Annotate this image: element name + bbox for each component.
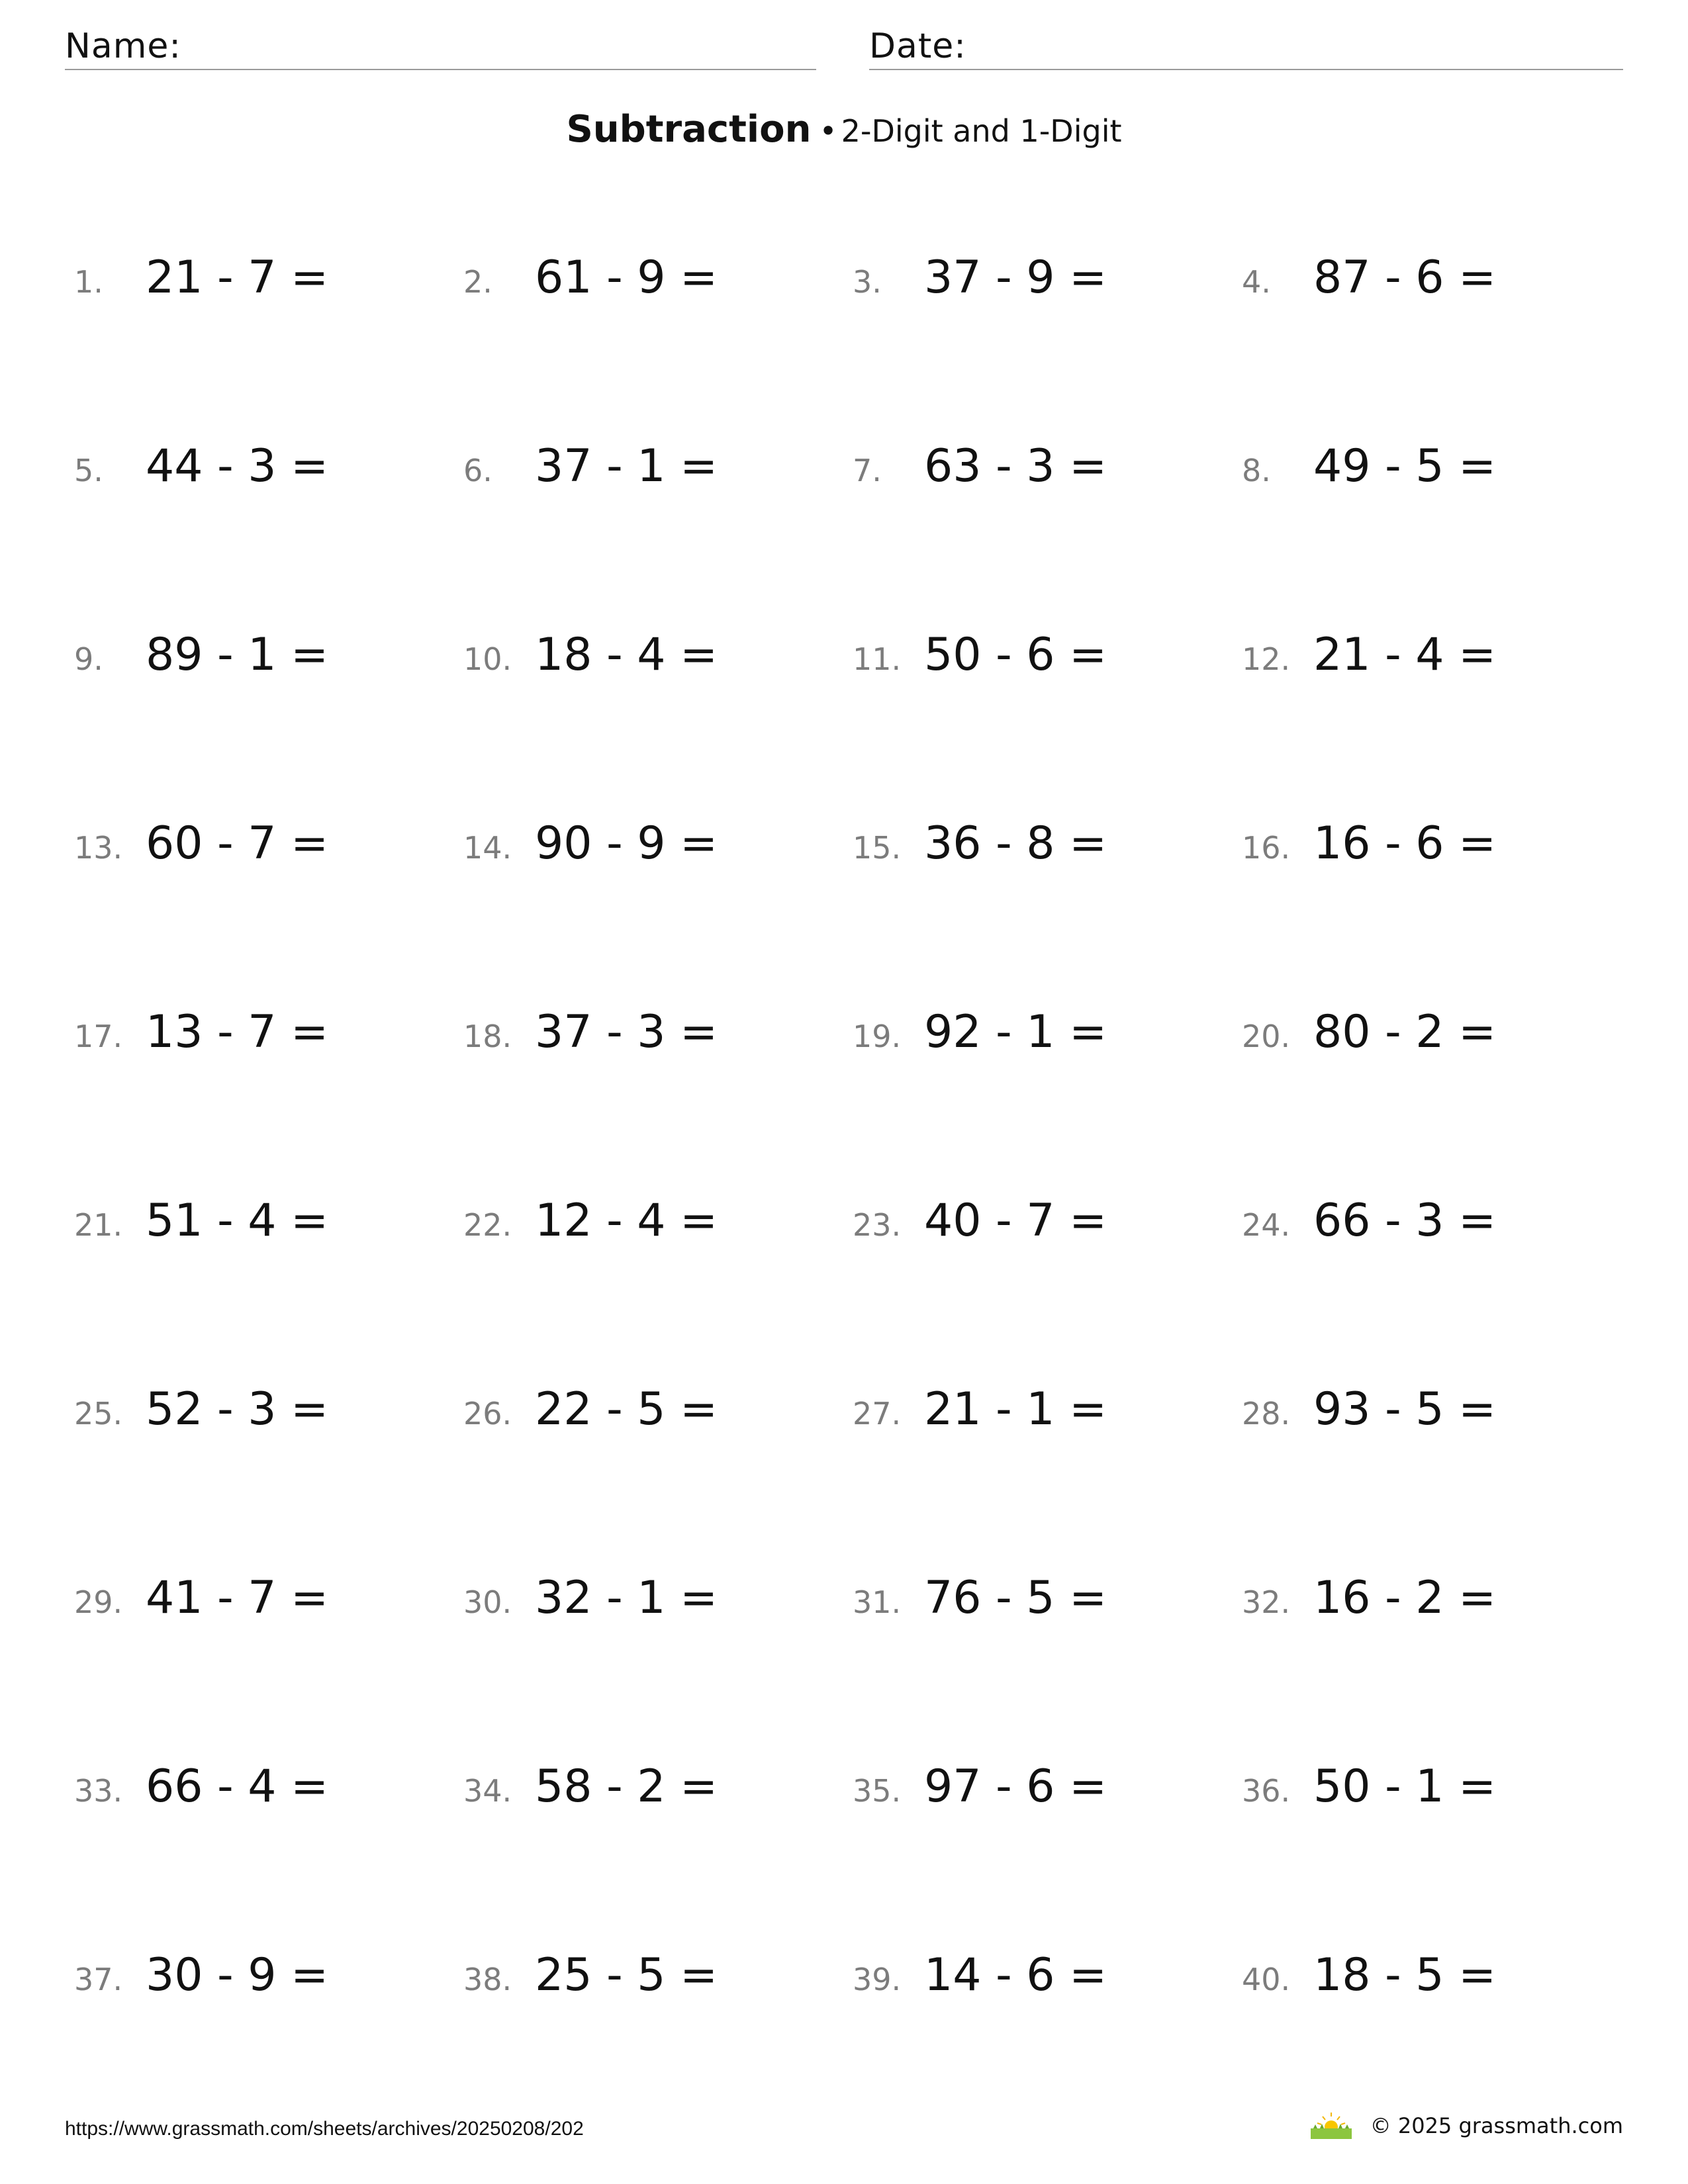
problem-number: 8. [1242, 453, 1271, 488]
problem-expression: 32 - 1 = [535, 1572, 718, 1624]
problem-expression: 21 - 7 = [146, 251, 329, 304]
problem-expression: 89 - 1 = [146, 629, 329, 681]
problem-number: 3. [853, 264, 882, 300]
problem-number: 28. [1242, 1396, 1291, 1432]
title-subtitle: 2-Digit and 1-Digit [841, 113, 1122, 149]
problem-item [463, 1949, 853, 2138]
problem-item [1242, 817, 1631, 1006]
problem-number: 33. [74, 1773, 123, 1809]
problem-item [74, 1760, 463, 1949]
problem-number: 22. [463, 1207, 512, 1243]
problem-expression: 80 - 2 = [1313, 1006, 1497, 1058]
problem-item [74, 1949, 463, 2138]
problem-item [74, 1572, 463, 1760]
problem-expression: 51 - 4 = [146, 1195, 329, 1247]
problem-expression: 90 - 9 = [535, 817, 718, 870]
problem-number: 23. [853, 1207, 902, 1243]
problem-number: 26. [463, 1396, 512, 1432]
problem-item [463, 1195, 853, 1383]
problem-number: 2. [463, 264, 492, 300]
problem-item [1242, 1006, 1631, 1195]
problem-item [1242, 1572, 1631, 1760]
problem-item [1242, 1760, 1631, 1949]
problem-expression: 12 - 4 = [535, 1195, 718, 1247]
problem-expression: 25 - 5 = [535, 1949, 718, 2001]
problem-expression: 16 - 6 = [1313, 817, 1497, 870]
problem-number: 4. [1242, 264, 1271, 300]
problem-expression: 93 - 5 = [1313, 1383, 1497, 1435]
problem-item [1242, 629, 1631, 817]
problem-number: 37. [74, 1962, 123, 1997]
problem-number: 24. [1242, 1207, 1291, 1243]
problem-expression: 97 - 6 = [924, 1760, 1107, 1813]
problem-item [853, 1195, 1242, 1383]
problem-grid [74, 251, 1623, 2144]
problem-item [853, 1383, 1242, 1572]
problem-item [74, 440, 463, 629]
problem-expression: 21 - 4 = [1313, 629, 1497, 681]
problem-item [853, 251, 1242, 440]
problem-number: 27. [853, 1396, 902, 1432]
problem-number: 6. [463, 453, 492, 488]
problem-expression: 22 - 5 = [535, 1383, 718, 1435]
date-label: Date: [869, 26, 966, 66]
problem-number: 17. [74, 1019, 123, 1054]
problem-item [463, 251, 853, 440]
problem-expression: 50 - 1 = [1313, 1760, 1497, 1813]
problem-number: 25. [74, 1396, 123, 1432]
problem-item [1242, 1383, 1631, 1572]
worksheet-header [65, 24, 1623, 70]
problem-number: 15. [853, 830, 902, 866]
problem-number: 9. [74, 641, 103, 677]
problem-number: 12. [1242, 641, 1291, 677]
problem-item [463, 1572, 853, 1760]
problem-expression: 60 - 7 = [146, 817, 329, 870]
problem-number: 35. [853, 1773, 902, 1809]
problem-expression: 18 - 5 = [1313, 1949, 1497, 2001]
problem-item [1242, 1949, 1631, 2138]
problem-number: 36. [1242, 1773, 1291, 1809]
problem-expression: 18 - 4 = [535, 629, 718, 681]
problem-expression: 37 - 3 = [535, 1006, 718, 1058]
problem-item [1242, 440, 1631, 629]
problem-expression: 44 - 3 = [146, 440, 329, 492]
problem-number: 34. [463, 1773, 512, 1809]
footer-brand [1309, 2111, 1623, 2140]
problem-number: 16. [1242, 830, 1291, 866]
problem-item [1242, 251, 1631, 440]
problem-item [463, 1760, 853, 1949]
problem-item [74, 817, 463, 1006]
title-bullet: • [819, 113, 837, 149]
copyright-text: © 2025 grassmath.com [1370, 2113, 1623, 2138]
problem-expression: 52 - 3 = [146, 1383, 329, 1435]
problem-item [463, 817, 853, 1006]
problem-number: 29. [74, 1584, 123, 1620]
problem-number: 19. [853, 1019, 902, 1054]
problem-expression: 41 - 7 = [146, 1572, 329, 1624]
problem-item [853, 629, 1242, 817]
problem-number: 1. [74, 264, 103, 300]
problem-expression: 21 - 1 = [924, 1383, 1107, 1435]
footer-url: https://www.grassmath.com/sheets/archives/20250208/202 [65, 2118, 584, 2140]
problem-expression: 66 - 3 = [1313, 1195, 1497, 1247]
problem-item [74, 629, 463, 817]
problem-number: 40. [1242, 1962, 1291, 1997]
worksheet-title [0, 106, 1688, 162]
problem-expression: 13 - 7 = [146, 1006, 329, 1058]
problem-item [853, 1760, 1242, 1949]
title-main: Subtraction [566, 108, 812, 151]
problem-expression: 58 - 2 = [535, 1760, 718, 1813]
problem-expression: 30 - 9 = [146, 1949, 329, 2001]
problem-expression: 37 - 1 = [535, 440, 718, 492]
problem-item [853, 817, 1242, 1006]
problem-item [853, 1949, 1242, 2138]
problem-item [463, 1006, 853, 1195]
problem-number: 7. [853, 453, 882, 488]
problem-number: 30. [463, 1584, 512, 1620]
problem-item [463, 440, 853, 629]
problem-number: 39. [853, 1962, 902, 1997]
problem-item [74, 1383, 463, 1572]
problem-item [1242, 1195, 1631, 1383]
problem-item [74, 1195, 463, 1383]
problem-number: 18. [463, 1019, 512, 1054]
problem-expression: 87 - 6 = [1313, 251, 1497, 304]
problem-expression: 76 - 5 = [924, 1572, 1107, 1624]
problem-number: 21. [74, 1207, 123, 1243]
problem-number: 13. [74, 830, 123, 866]
problem-expression: 61 - 9 = [535, 251, 718, 304]
sun-over-grass-icon [1309, 2111, 1353, 2140]
problem-expression: 14 - 6 = [924, 1949, 1107, 2001]
problem-expression: 66 - 4 = [146, 1760, 329, 1813]
problem-expression: 50 - 6 = [924, 629, 1107, 681]
problem-item [853, 1572, 1242, 1760]
problem-expression: 92 - 1 = [924, 1006, 1107, 1058]
problem-item [74, 251, 463, 440]
problem-expression: 63 - 3 = [924, 440, 1107, 492]
problem-item [463, 629, 853, 817]
problem-item [463, 1383, 853, 1572]
problem-expression: 49 - 5 = [1313, 440, 1497, 492]
problem-expression: 40 - 7 = [924, 1195, 1107, 1247]
name-label: Name: [65, 26, 181, 66]
name-field[interactable] [65, 24, 816, 70]
problem-expression: 37 - 9 = [924, 251, 1107, 304]
problem-number: 20. [1242, 1019, 1291, 1054]
problem-number: 10. [463, 641, 512, 677]
problem-number: 38. [463, 1962, 512, 1997]
problem-expression: 16 - 2 = [1313, 1572, 1497, 1624]
date-field[interactable] [869, 24, 1623, 70]
problem-item [853, 1006, 1242, 1195]
problem-number: 14. [463, 830, 512, 866]
problem-expression: 36 - 8 = [924, 817, 1107, 870]
problem-number: 31. [853, 1584, 902, 1620]
problem-item [853, 440, 1242, 629]
problem-number: 5. [74, 453, 103, 488]
problem-number: 11. [853, 641, 902, 677]
problem-item [74, 1006, 463, 1195]
problem-number: 32. [1242, 1584, 1291, 1620]
